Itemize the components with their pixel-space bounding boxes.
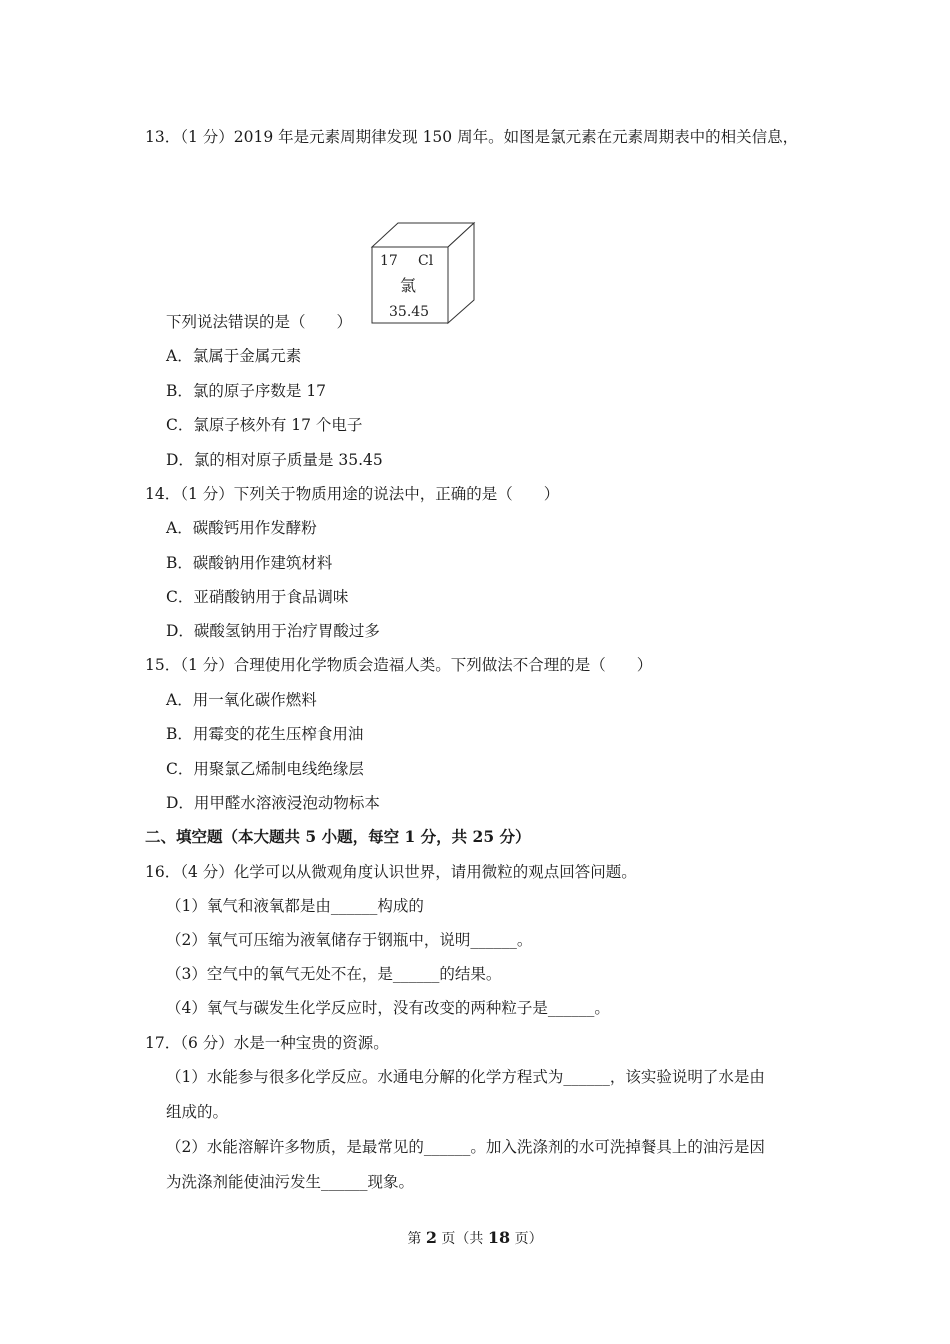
question-14-option-b: B．碳酸钠用作建筑材料 [166, 554, 333, 572]
question-16-part-1: （1）氧气和液氧都是由______构成的 [166, 897, 424, 915]
question-16-stem: 16．（4 分）化学可以从微观角度认识世界，请用微粒的观点回答问题。 [145, 863, 637, 881]
element-name: 氯 [400, 276, 417, 295]
question-13-option-b: B．氯的原子序数是 17 [166, 382, 327, 400]
question-15-option-d: D．用甲醛水溶液浸泡动物标本 [166, 794, 380, 812]
question-14-option-d: D．碳酸氢钠用于治疗胃酸过多 [166, 622, 380, 640]
question-13-option-a: A．氯属于金属元素 [166, 347, 302, 365]
question-16-part-4: （4）氧气与碳发生化学反应时，没有改变的两种粒子是______。 [166, 999, 610, 1017]
question-15-option-b: B．用霉变的花生压榨食用油 [166, 725, 364, 743]
footer-total-pages: 18 [487, 1228, 511, 1247]
question-17-part-2: （2）水能溶解许多物质，是最常见的______。加入洗涤剂的水可洗掉餐具上的油污是因 [166, 1138, 765, 1156]
question-13-option-c: C．氯原子核外有 17 个电子 [166, 416, 363, 434]
question-16-part-2: （2）氧气可压缩为液氧储存于钢瓶中，说明______。 [166, 931, 533, 949]
footer-middle: 页（共 [436, 1231, 488, 1247]
footer-suffix: 页） [510, 1231, 543, 1247]
element-symbol: Cl [418, 253, 434, 269]
question-17-stem: 17．（6 分）水是一种宝贵的资源。 [145, 1034, 389, 1052]
question-13-prompt: 下列说法错误的是（ ） [166, 313, 353, 331]
question-14-option-a: A．碳酸钙用作发酵粉 [166, 519, 317, 537]
footer-page-number: 2 [425, 1228, 437, 1247]
question-15-option-c: C．用聚氯乙烯制电线绝缘层 [166, 760, 364, 778]
section-heading: 二、填空题（本大题共 5 小题，每空 1 分，共 25 分） [145, 827, 531, 846]
question-17-part-1: （1）水能参与很多化学反应。水通电分解的化学方程式为______，该实验说明了水是由 [166, 1068, 765, 1086]
question-13-stem: 13．（1 分）2019 年是元素周期律发现 150 周年。如图是氯元素在元素周期表中的相关信息， [145, 128, 799, 146]
question-16-part-3: （3）空气中的氧气无处不在，是______的结果。 [166, 965, 502, 983]
question-15-option-a: A．用一氧化碳作燃料 [166, 691, 317, 709]
page-footer [0, 1228, 950, 1249]
element-card-figure [368, 220, 478, 325]
question-15-stem: 15．（1 分）合理使用化学物质会造福人类。下列做法不合理的是（ ） [145, 656, 653, 674]
question-14-stem: 14．（1 分）下列关于物质用途的说法中，正确的是（ ） [145, 485, 560, 503]
question-13-option-d: D．氯的相对原子质量是 35.45 [166, 451, 383, 469]
question-17-part-1-cont: 组成的。 [166, 1103, 229, 1121]
footer-prefix: 第 [407, 1231, 426, 1247]
question-14-option-c: C．亚硝酸钠用于食品调味 [166, 588, 349, 606]
question-17-part-2-cont: 为洗涤剂能使油污发生______现象。 [166, 1173, 415, 1191]
element-atomic-number: 17 [380, 253, 398, 269]
element-atomic-mass: 35.45 [389, 304, 430, 320]
